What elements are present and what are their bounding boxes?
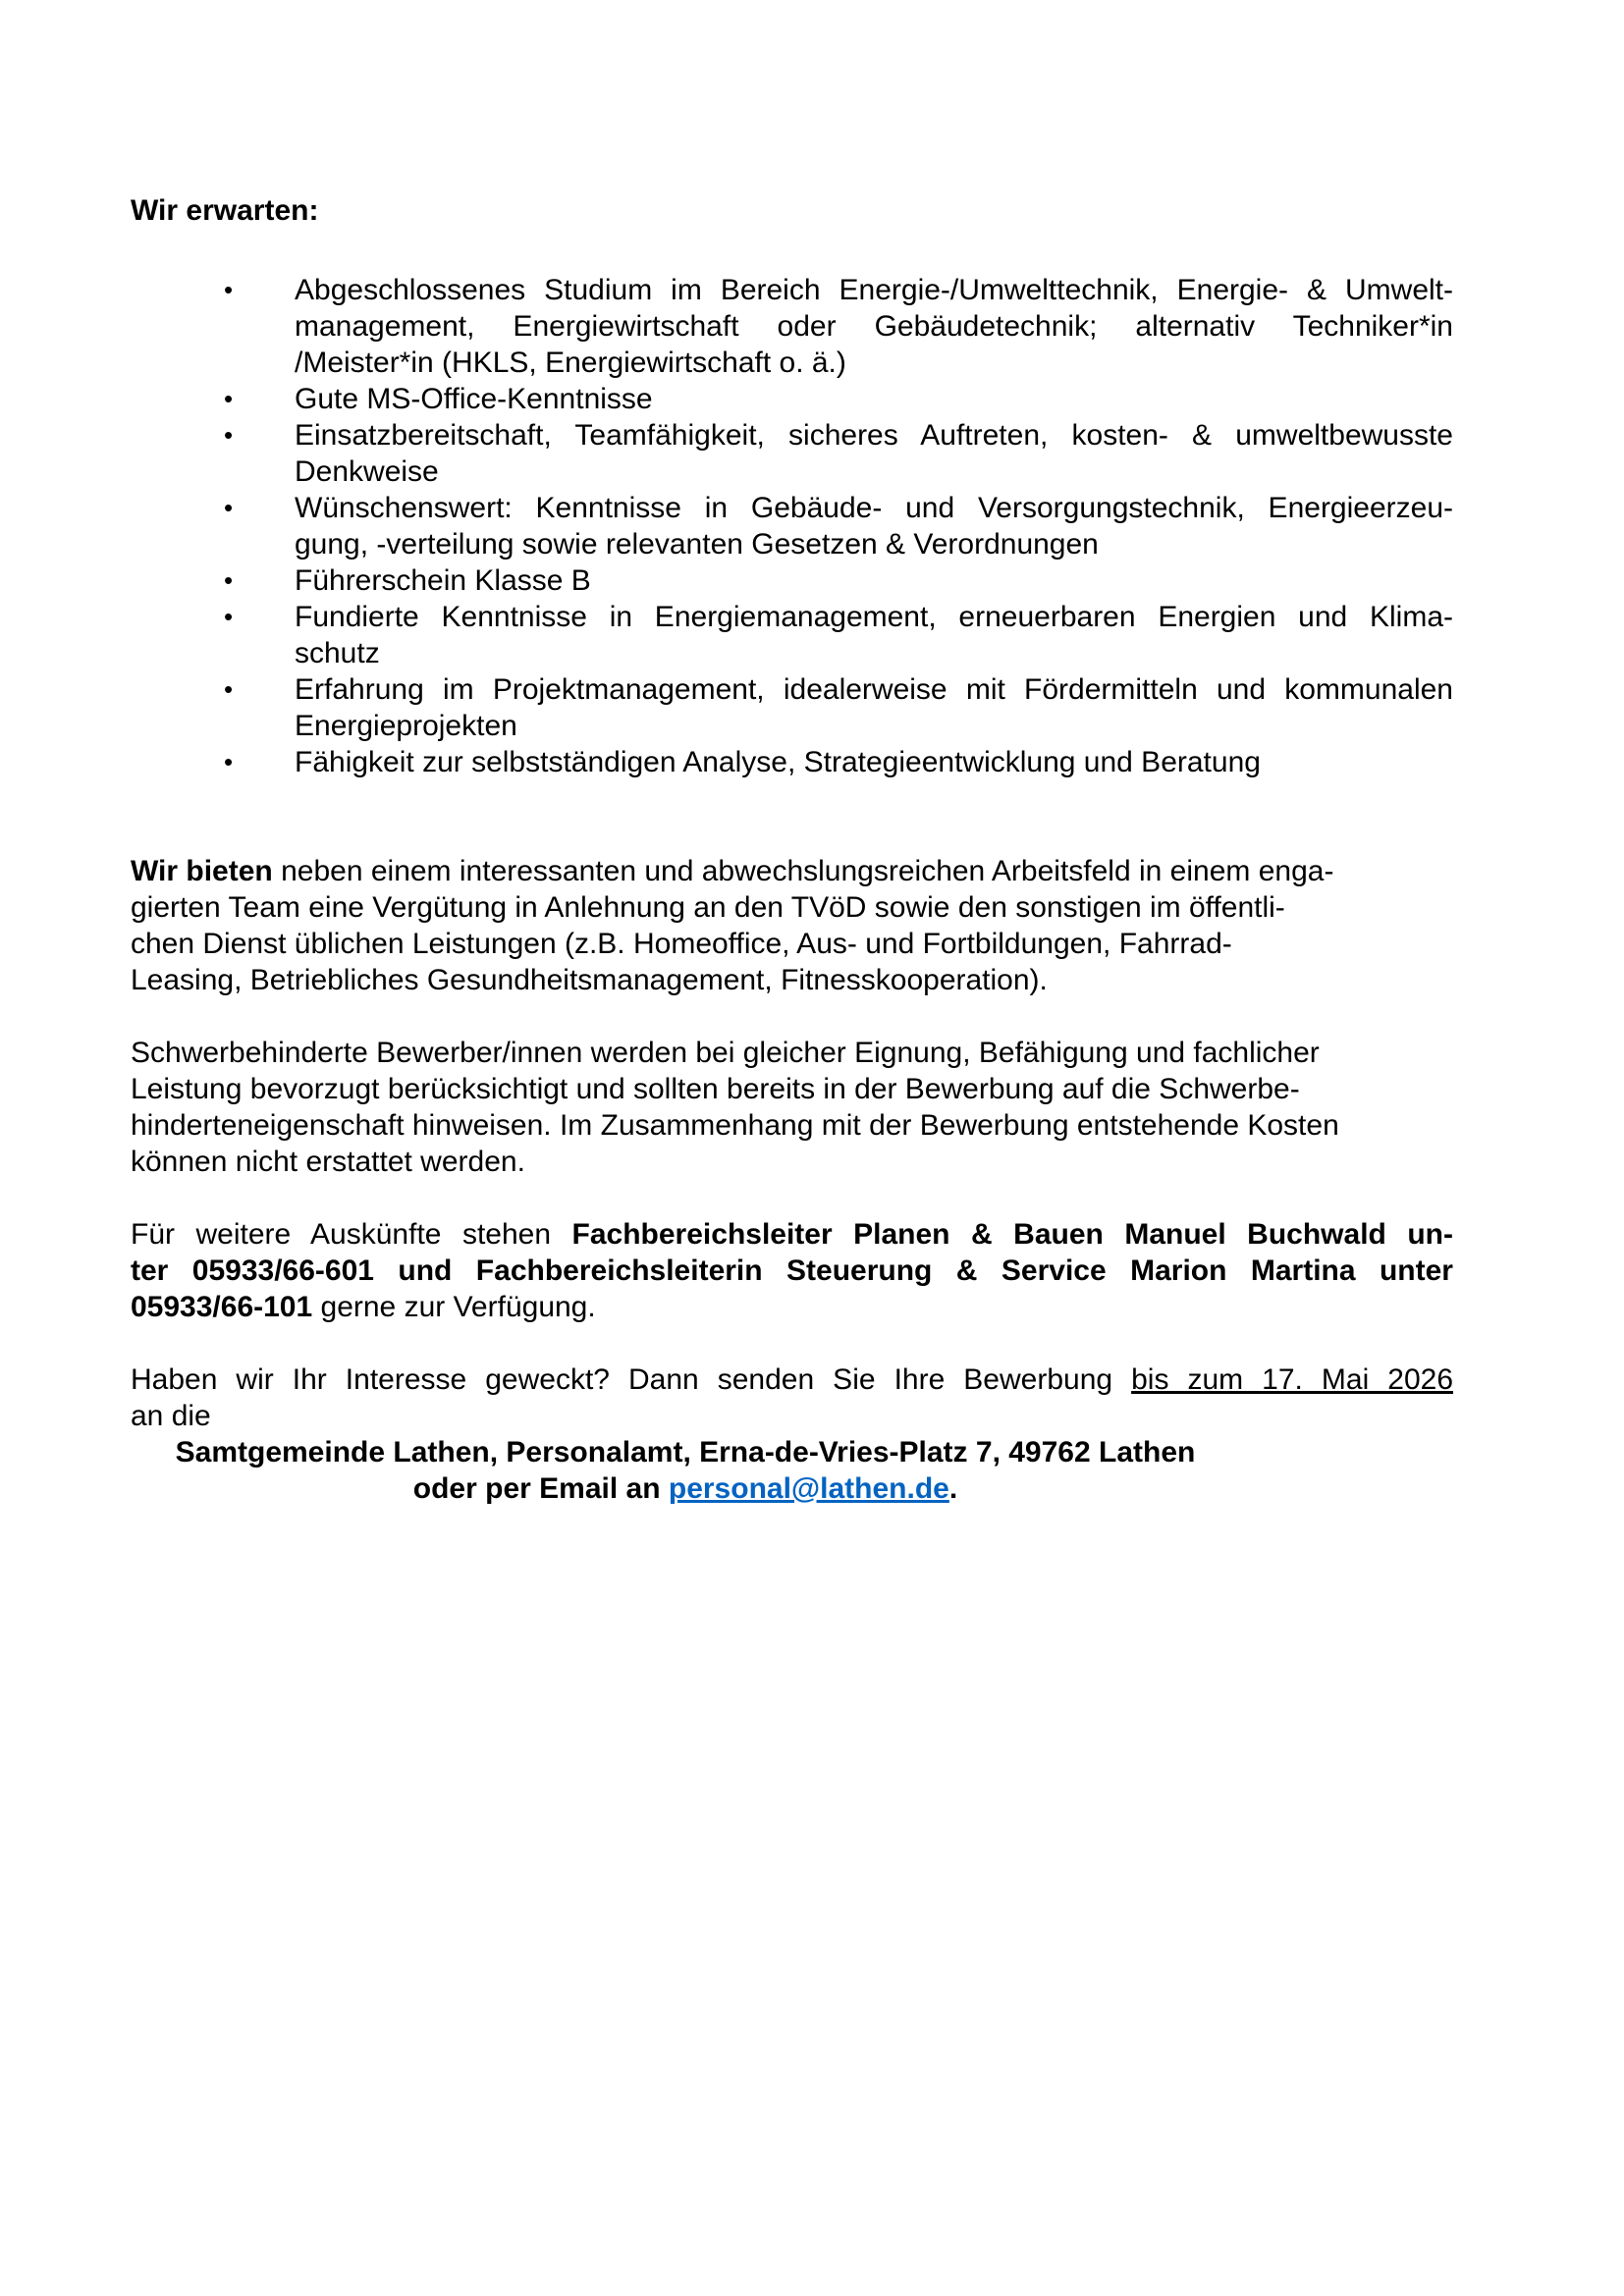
bullet-item bbox=[224, 381, 1453, 417]
text-line: Fundierte Kenntnisse in Energiemanagement, erneuerbaren Energien und Klima- bbox=[295, 601, 1453, 633]
text-line bbox=[131, 853, 1453, 889]
requirements-bullet-list bbox=[131, 272, 1453, 780]
text-run: chen Dienst üblichen Leistungen (z.B. Homeoffice, Aus- und Fortbildungen, Fahrrad- bbox=[131, 928, 1232, 960]
document-content bbox=[131, 192, 1453, 1507]
bullet-icon: • bbox=[224, 565, 234, 595]
email-link[interactable]: personal@lathen.de bbox=[668, 1472, 949, 1505]
body-paragraphs bbox=[131, 853, 1453, 1507]
text-line: Fähigkeit zur selbstständigen Analyse, Strategieentwicklung und Beratung bbox=[295, 746, 1261, 778]
bullet-icon: • bbox=[224, 493, 234, 522]
text-line: gung, -verteilung sowie relevanten Gesetzen & Verordnungen bbox=[295, 528, 1099, 561]
text-run: können nicht erstattet werden. bbox=[131, 1146, 525, 1178]
text-line bbox=[131, 1216, 1453, 1253]
section-heading: Wir erwarten: bbox=[131, 194, 319, 227]
text-line bbox=[131, 1107, 1453, 1144]
text-run: Fachbereichsleiter Planen & Bauen Manuel Buchwald un- bbox=[571, 1218, 1453, 1251]
paragraph-wir-bieten bbox=[131, 853, 1453, 998]
bullet-item bbox=[224, 272, 1453, 381]
bullet-item bbox=[224, 671, 1453, 744]
paragraph-kontakt bbox=[131, 1216, 1453, 1325]
bullet-icon: • bbox=[224, 602, 234, 631]
text-line: Erfahrung im Projektmanagement, idealerweise mit Fördermitteln und kommunalen bbox=[295, 673, 1453, 706]
text-line: Gute MS-Office-Kenntnisse bbox=[295, 383, 653, 415]
text-run: Leasing, Betriebliches Gesundheitsmanagement, Fitnesskooperation). bbox=[131, 964, 1048, 996]
text-line bbox=[131, 1253, 1453, 1289]
text-line: Wünschenswert: Kenntnisse in Gebäude- und Versorgungstechnik, Energieerzeu- bbox=[295, 492, 1453, 524]
text-line: /Meister*in (HKLS, Energiewirtschaft o. ä.) bbox=[295, 347, 846, 379]
text-line: schutz bbox=[295, 637, 380, 669]
bullet-icon: • bbox=[224, 674, 234, 704]
text-run: Leistung bevorzugt berücksichtigt und sollten bereits in der Bewerbung auf die Schwerbe- bbox=[131, 1073, 1300, 1105]
paragraph-interesse bbox=[131, 1362, 1453, 1434]
text-line: Einsatzbereitschaft, Teamfähigkeit, sicheres Auftreten, kosten- & umweltbewusste bbox=[295, 419, 1453, 452]
text-line bbox=[131, 1434, 1240, 1470]
text-line: Denkweise bbox=[295, 455, 439, 488]
text-line: Energieprojekten bbox=[295, 710, 517, 742]
text-line bbox=[131, 962, 1453, 998]
text-run: 05933/66-101 bbox=[131, 1291, 313, 1323]
bullet-item bbox=[224, 562, 1453, 599]
bullet-item bbox=[224, 417, 1453, 490]
text-run: Für weitere Auskünfte stehen bbox=[131, 1218, 572, 1251]
text-line: Abgeschlossenes Studium im Bereich Energie-/Umwelttechnik, Energie- & Umwelt- bbox=[295, 274, 1453, 306]
text-run: oder per Email an bbox=[412, 1472, 669, 1505]
text-run: bis zum 17. Mai 2026 bbox=[1131, 1363, 1453, 1396]
text-line: management, Energiewirtschaft oder Gebäudetechnik; alternativ Techniker*in bbox=[295, 310, 1453, 343]
text-run: hinderteneigenschaft hinweisen. Im Zusammenhang mit der Bewerbung entstehende Kosten bbox=[131, 1109, 1339, 1142]
text-run: Schwerbehinderte Bewerber/innen werden bei gleicher Eignung, Befähigung und fachlicher bbox=[131, 1037, 1320, 1069]
text-run: Wir bieten bbox=[131, 855, 273, 887]
bullet-icon: • bbox=[224, 747, 234, 776]
text-line bbox=[131, 1362, 1453, 1398]
text-line bbox=[131, 1035, 1453, 1071]
text-run: . bbox=[948, 1472, 958, 1505]
text-run: an die bbox=[131, 1400, 211, 1432]
bullet-icon: • bbox=[224, 384, 234, 413]
text-line bbox=[131, 889, 1453, 926]
paragraph-address bbox=[131, 1434, 1240, 1507]
text-line bbox=[131, 1071, 1453, 1107]
text-run: gierten Team eine Vergütung in Anlehnung an den TVöD sowie den sonstigen im öffentli- bbox=[131, 891, 1285, 924]
paragraph-schwerbehinderte bbox=[131, 1035, 1453, 1180]
bullet-item bbox=[224, 744, 1453, 780]
text-run: Samtgemeinde Lathen, Personalamt, Erna-de-Vries-Platz 7, 49762 Lathen bbox=[175, 1436, 1196, 1468]
bullet-icon: • bbox=[224, 275, 234, 304]
text-run: Haben wir Ihr Interesse geweckt? Dann senden Sie Ihre Bewerbung bbox=[131, 1363, 1132, 1396]
text-line bbox=[131, 1289, 1453, 1325]
text-run: neben einem interessanten und abwechslungsreichen Arbeitsfeld in einem enga- bbox=[272, 855, 1334, 887]
text-run: ter 05933/66-601 und Fachbereichsleiterin Steuerung & Service Marion Martina unter bbox=[131, 1255, 1453, 1287]
text-line bbox=[131, 1398, 1453, 1434]
bullet-icon: • bbox=[224, 420, 234, 450]
text-line: Führerschein Klasse B bbox=[295, 564, 591, 597]
text-line bbox=[131, 926, 1453, 962]
text-line bbox=[131, 1470, 1240, 1507]
text-run: gerne zur Verfügung. bbox=[312, 1291, 596, 1323]
bullet-item bbox=[224, 490, 1453, 562]
text-line bbox=[131, 1144, 1453, 1180]
bullet-item bbox=[224, 599, 1453, 671]
